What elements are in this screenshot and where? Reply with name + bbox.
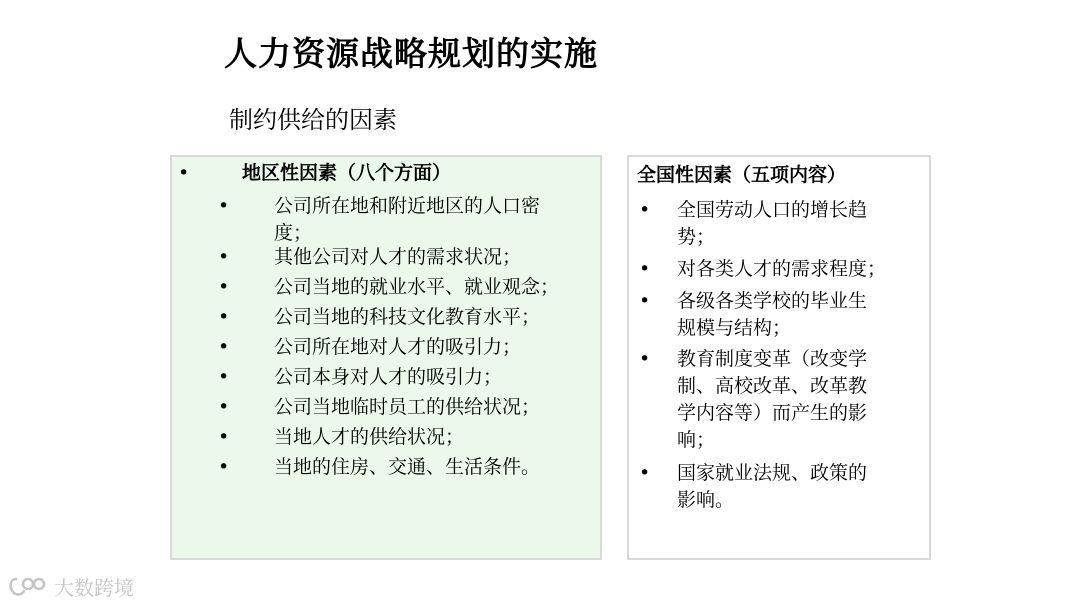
- list-item-line: 度；: [274, 222, 313, 244]
- list-item-line: 规模与结构；: [677, 317, 792, 339]
- list-item-line: 公司当地的科技文化教育水平；: [274, 306, 541, 328]
- list-item-line: 其他公司对人才的需求状况；: [274, 246, 522, 268]
- list-bullet: •: [218, 336, 230, 358]
- list-item-line: 公司所在地和附近地区的人口密: [274, 195, 541, 217]
- list-bullet: •: [639, 290, 651, 312]
- list-item-line: 全国劳动人口的增长趋: [677, 199, 868, 221]
- list-item-line: 响；: [677, 429, 716, 451]
- list-bullet: •: [218, 426, 230, 448]
- list-item-line: 各级各类学校的毕业生: [677, 290, 868, 312]
- list-item-line: 公司当地临时员工的供给状况；: [274, 396, 541, 418]
- list-bullet: •: [639, 348, 651, 370]
- national-factors-heading: 全国性因素（五项内容）: [637, 164, 847, 186]
- slide-subtitle: 制约供给的因素: [229, 106, 397, 134]
- list-bullet: •: [218, 396, 230, 418]
- logo-icon: [8, 575, 48, 599]
- heading-bullet: •: [178, 162, 190, 184]
- list-item-line: 势；: [677, 226, 716, 248]
- list-item-line: 影响。: [677, 489, 735, 511]
- list-item-line: 学内容等）而产生的影: [677, 402, 868, 424]
- list-item-line: 当地的住房、交通、生活条件。: [274, 456, 541, 478]
- list-bullet: •: [639, 462, 651, 484]
- regional-factors-box: [170, 155, 602, 560]
- list-bullet: •: [218, 276, 230, 298]
- list-item-line: 制、高校改革、改革教: [677, 375, 868, 397]
- list-bullet: •: [218, 456, 230, 478]
- list-item-line: 公司本身对人才的吸引力；: [274, 366, 503, 388]
- list-bullet: •: [218, 366, 230, 388]
- national-factors-box: [627, 155, 931, 560]
- list-bullet: •: [218, 306, 230, 328]
- list-bullet: •: [639, 258, 651, 280]
- list-item-line: 对各类人才的需求程度；: [677, 258, 887, 280]
- watermark-text: 大数跨境: [54, 576, 134, 600]
- slide-title: 人力资源战略规划的实施: [224, 34, 598, 73]
- list-item-line: 当地人才的供给状况；: [274, 426, 465, 448]
- list-item-line: 国家就业法规、政策的: [677, 462, 868, 484]
- watermark: [8, 572, 134, 601]
- list-bullet: •: [218, 246, 230, 268]
- list-item-line: 教育制度变革（改变学: [677, 348, 868, 370]
- list-item-line: 公司当地的就业水平、就业观念；: [274, 276, 560, 298]
- regional-factors-heading: 地区性因素（八个方面）: [242, 162, 452, 184]
- list-item-line: 公司所在地对人才的吸引力；: [274, 336, 522, 358]
- list-bullet: •: [218, 195, 230, 217]
- list-bullet: •: [639, 199, 651, 221]
